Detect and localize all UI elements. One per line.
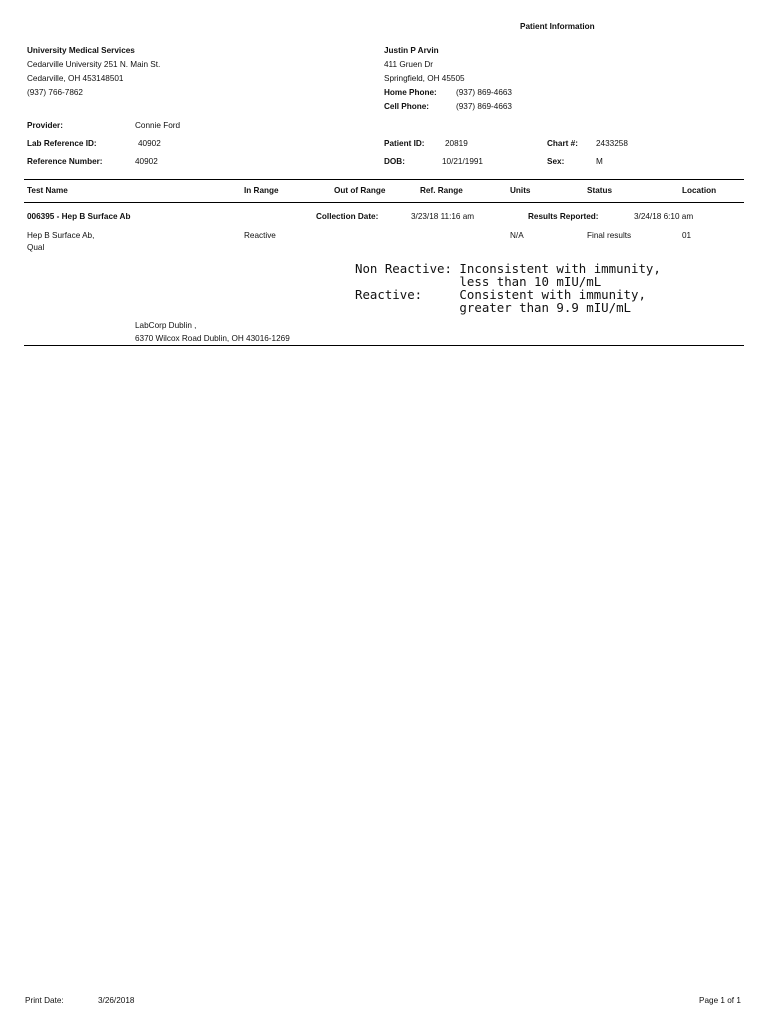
patient-name: Justin P Arvin xyxy=(384,46,439,55)
print-date-value: 3/26/2018 xyxy=(98,996,135,1005)
collection-date-value: 3/23/18 11:16 am xyxy=(411,212,475,221)
reference-number-label: Reference Number: xyxy=(27,157,103,166)
result-location: 01 xyxy=(682,231,692,240)
comment-line: Non Reactive: Inconsistent with immunity, xyxy=(355,261,661,276)
collection-date-label: Collection Date: xyxy=(316,212,379,221)
page-title: Patient Information xyxy=(520,22,595,31)
reference-number-value: 40902 xyxy=(135,157,158,166)
comment-line: Reactive: Consistent with immunity, xyxy=(355,287,646,302)
patient-address-line1: 411 Gruen Dr xyxy=(384,60,433,69)
sex-label: Sex: xyxy=(547,157,565,166)
patient-address-line2: Springfield, OH 45505 xyxy=(384,74,465,83)
sex-value: M xyxy=(596,157,603,166)
clinic-name: University Medical Services xyxy=(27,46,135,55)
col-test-name: Test Name xyxy=(27,186,68,195)
col-units: Units xyxy=(510,186,531,195)
clinic-address-line2: Cedarville, OH 453148501 xyxy=(27,74,124,83)
page-number: Page 1 of 1 xyxy=(699,996,741,1005)
col-status: Status xyxy=(587,186,613,195)
col-out-of-range: Out of Range xyxy=(334,186,386,195)
result-status: Final results xyxy=(587,231,632,240)
clinic-address-line1: Cedarville University 251 N. Main St. xyxy=(27,60,161,69)
result-in-range: Reactive xyxy=(244,231,276,240)
dob-label: DOB: xyxy=(384,157,405,166)
test-title: 006395 - Hep B Surface Ab xyxy=(27,212,131,221)
provider-value: Connie Ford xyxy=(135,121,181,130)
cell-phone-label: Cell Phone: xyxy=(384,102,430,111)
table-top-rule xyxy=(24,179,744,180)
chart-value: 2433258 xyxy=(596,139,628,148)
result-name-line1: Hep B Surface Ab, xyxy=(27,231,95,240)
cell-phone-value: (937) 869-4663 xyxy=(456,102,512,111)
lab-reference-label: Lab Reference ID: xyxy=(27,139,97,148)
dob-value: 10/21/1991 xyxy=(442,157,483,166)
col-ref-range: Ref. Range xyxy=(420,186,463,195)
result-units: N/A xyxy=(510,231,524,240)
results-reported-value: 3/24/18 6:10 am xyxy=(634,212,694,221)
comment-line: greater than 9.9 mIU/mL xyxy=(355,300,632,315)
results-reported-label: Results Reported: xyxy=(528,212,599,221)
result-name-line2: Qual xyxy=(27,243,45,252)
home-phone-value: (937) 869-4663 xyxy=(456,88,512,97)
lab-reference-value: 40902 xyxy=(138,139,161,148)
patient-id-label: Patient ID: xyxy=(384,139,425,148)
col-in-range: In Range xyxy=(244,186,279,195)
lab-address: 6370 Wilcox Road Dublin, OH 43016-1269 xyxy=(135,334,290,343)
col-location: Location xyxy=(682,186,717,195)
provider-label: Provider: xyxy=(27,121,63,130)
lab-name: LabCorp Dublin , xyxy=(135,321,197,330)
home-phone-label: Home Phone: xyxy=(384,88,437,97)
print-date-label: Print Date: xyxy=(25,996,64,1005)
table-bottom-rule xyxy=(24,345,744,346)
table-header-rule xyxy=(24,202,744,203)
patient-id-value: 20819 xyxy=(445,139,468,148)
chart-label: Chart #: xyxy=(547,139,578,148)
comment-line: less than 10 mIU/mL xyxy=(355,274,602,289)
clinic-phone: (937) 766-7862 xyxy=(27,88,83,97)
